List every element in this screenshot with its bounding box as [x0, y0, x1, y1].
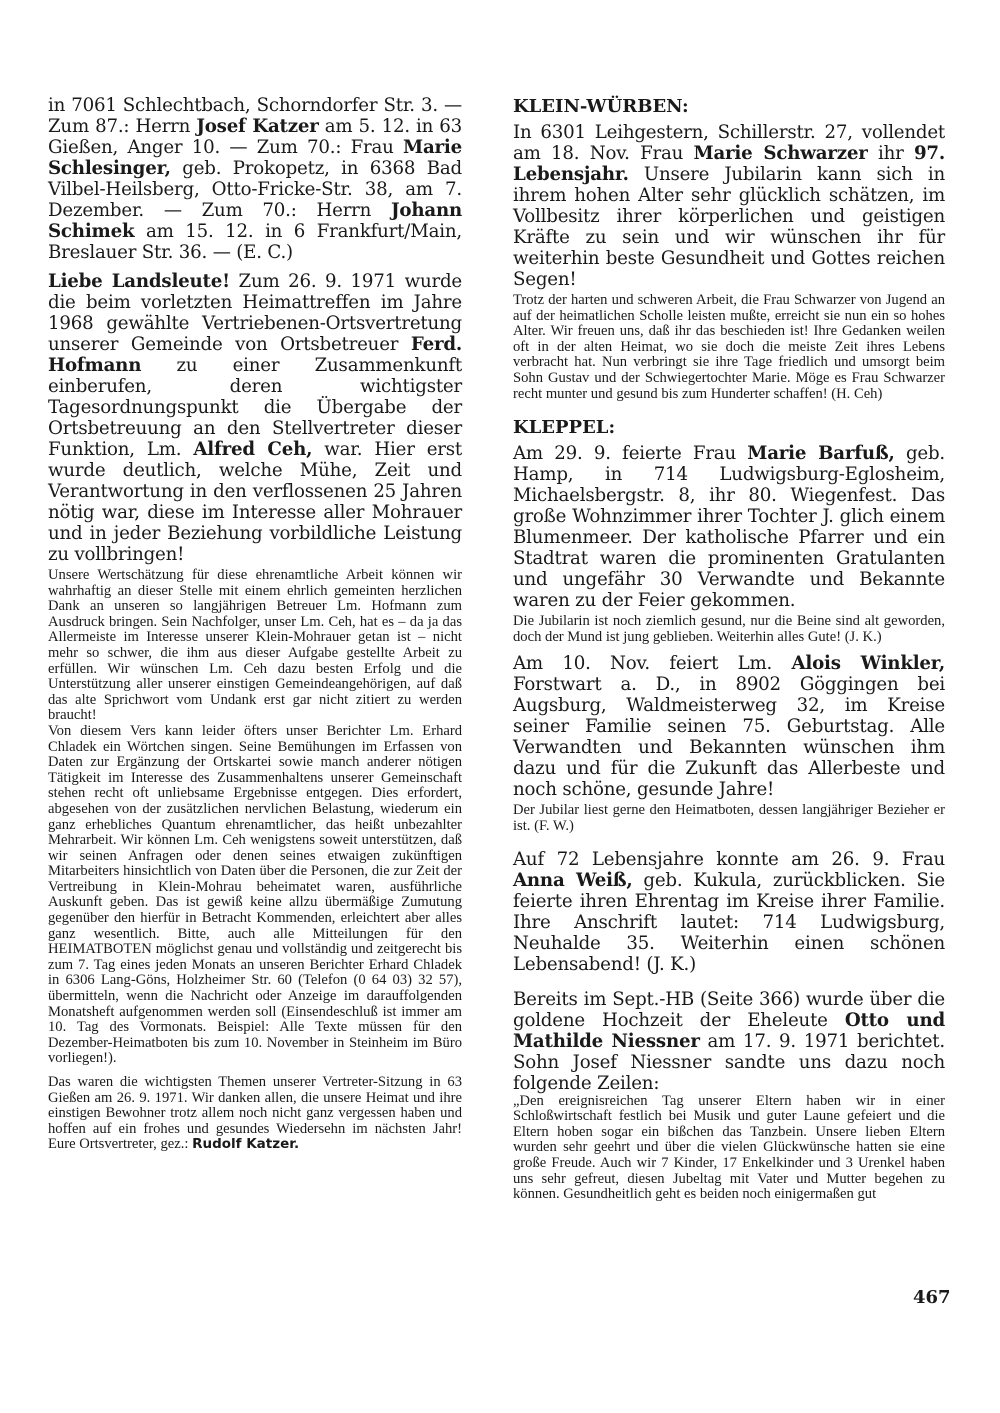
kleppel-entry-winkler: Am 10. Nov. feiert Lm. Alois Winkler, Forstwart a. D., in 8902 Göggingen bei Augsburg, Waldmeisterweg 32, im Kreise seiner Familie seinen 75. Geburtstag. Alle Verwandten und Bekannten wünschen ihm dazu und für die Zukunft das Allerbeste und noch schöne, gesunde Jahre!	[513, 653, 945, 801]
right-column	[513, 95, 945, 1203]
section-heading-klein-wuerben: KLEIN-WÜRBEN:	[513, 96, 689, 117]
person-name: Alfred Ceh,	[193, 439, 313, 460]
signature: Rudolf Katzer.	[192, 1136, 300, 1153]
page-number: 467	[913, 1287, 951, 1308]
person-name: Marie Schwarzer	[693, 143, 868, 164]
kleppel-entry-niessner-quote: „Den ereignisreichen Tag unserer Eltern haben wir in einer Schloßwirtschaft festlich bei Musik und guter Laune gefeiert und die Eltern hoben sogar ein bißchen das Tanzbein. Unsere lieben Eltern wurden sehr geehrt und über die vielen Glückwünsche hatten sie eine große Freude. Auch wir 7 Kinder, 17 Enkelkinder und 3 Urenkel haben uns sehr gefreut, diesen Jubeltag mit Vater und Mutter begehen zu können. Gesundheitlich geht es beiden noch einigermaßen gut	[513, 1092, 945, 1203]
section-heading-kleppel: KLEPPEL:	[513, 417, 616, 439]
klein-wuerben-detail-paragraph: Trotz der harten und schweren Arbeit, die Frau Schwarzer von Jugend an auf der heimatlichen Scholle leisten mußte, erreicht sie nun ein so hohes Alter. Wir freuen uns, daß ihr das beschieden ist! Ihre Gedanken weilen oft in der alten Heimat, wo sie doch die meiste Zeit ihres Lebens verbracht hat. Nun verbringt sie ihre Tage friedlich und umsorgt beim Sohn Gustav und der Schwiegertochter Marie. Möge es Frau Schwarzer recht munter und gesund bis zum Hunderter schaffen! (H. Ceh)	[513, 292, 945, 402]
birthday-list-paragraph: in 7061 Schlechtbach, Schorndorfer Str. 3. — Zum 87.: Herrn Josef Katzer am 5. 12. in 63 Gießen, Anger 10. — Zum 70.: Frau Marie Schlesinger, geb. Prokopetz, in 6368 Bad Vilbel-Heilsberg, Otto-Fricke-Str. 38, am 7. Dezember. — Zum 70.: Herrn Johann Schimek am 15. 12. in 6 Frankfurt/Main, Breslauer Str. 36. — (E. C.)	[48, 95, 463, 263]
person-name: Marie Barfuß,	[747, 443, 895, 465]
reporter-paragraph: Von diesem Vers kann leider öfters unser Berichter Lm. Erhard Chladek ein Wörtchen singen. Seine Bemühungen im Erfassen von Daten zur Ergänzung der Ortskartei sowie manch anderer nötigen Tätigkeit im Interesse des Zusammenhaltens unserer Gemeinschaft stehen recht oft unliebsame Ergebnisse entgegen. Dies erfordert, abgesehen von der zusätzlichen nervlichen Belastung, wiederum ein ganz erhebliches Quantum ehrenamtlicher, das heißt unbezahlter Mehrarbeit. Wir können Lm. Ceh wenigstens soweit unterstützen, daß wir seinen Anfragen oder denen seines etwaigen zukünftigen Mitarbeiters hinsichtlich von Daten über die Personen, die zur Zeit der Vertreibung in Klein-Mohrau beheimatet waren, ausführliche Auskunft geben. Das ist gewiß keine allzu übermäßige Zumutung gegenüber den hierfür in Betracht Kommenden, erleichtert aber alles ganz wesentlich. Bitte, auch alle Mitteilungen für den HEIMATBOTEN möglichst genau und vollständig und zeitgerecht bis zum 7. Tag eines jeden Monats an unseren Berichter Erhard Chladek in 6306 Lang-Göns, Holzheimer Str. 60 (Telefon (0 64 03) 32 57), übermitteln, wenn die Nachricht oder Anzeige im darauffolgenden Monatsheft aufgenommen werden soll (Einsendeschluß ist immer am 10. Tag des Vormonats. Beispiel: Alle Texte müssen für den Dezember-Heimatboten bis zum 10. November in Steinheim im Büro vorliegen!).	[48, 722, 462, 1067]
person-name: Anna Weiß,	[513, 869, 633, 891]
person-name: Johann Schimek	[48, 200, 462, 242]
age-highlight: 97. Lebensjahr.	[513, 143, 945, 185]
person-name: Alois Winkler,	[791, 653, 945, 675]
klein-wuerben-main-paragraph: In 6301 Leihgestern, Schillerstr. 27, vollendet am 18. Nov. Frau Marie Schwarzer ihr 97. Lebensjahr. Unsere Jubilarin kann sich in ihrem hohen Alter sehr glücklich schätzen, im Vollbesitz ihrer körperlichen und geistigen Kräfte zu sein und wir wünschen ihr für weiterhin beste Gesundheit und Gottes reichen Segen!	[513, 122, 945, 290]
kleppel-entry-niessner: Bereits im Sept.-HB (Seite 366) wurde über die goldene Hochzeit der Eheleute Otto und Mathilde Niessner am 17. 9. 1971 berichtet. Sohn Josef Niessner sandte uns dazu noch folgende Zeilen:	[513, 988, 945, 1094]
person-name: Ferd. Hofmann	[48, 334, 462, 376]
kleppel-entry-winkler-note: Der Jubilar liest gerne den Heimatboten, dessen langjähriger Bezieher er ist. (F. W.)	[513, 802, 945, 834]
appreciation-paragraph: Unsere Wertschätzung für diese ehrenamtliche Arbeit können wir wahrhaftig an dieser Stelle mit einem ehrlich gemeinten herzlichen Dank an unseren so langjährigen Betreuer Lm. Hofmann zum Ausdruck bringen. Sein Nachfolger, unser Lm. Ceh, hat es – da ja das Allermeiste im Interesse unserer Klein-Mohrauer getan ist – nicht mehr so schwer, die ihm aus dieser Aufgabe gestellte Arbeit zu erfüllen. Wir wünschen Lm. Ceh dazu besten Erfolg und die Unterstützung aller unserer einstigen Gemeindeangehörigen, auf daß das alte Sprichwort vom Undank erst gar nicht zitiert zu werden braucht!	[48, 567, 462, 724]
salutation: Liebe Landsleute!	[48, 271, 230, 292]
person-name: Otto und Mathilde Niessner	[513, 1009, 945, 1052]
kleppel-entry-weiss: Auf 72 Lebensjahre konnte am 26. 9. Frau Anna Weiß, geb. Kukula, zurückblicken. Sie feierte ihren Ehrentag im Kreise ihrer Familie. Ihre Anschrift lautet: 714 Ludwigsburg, Neuhalde 35. Weiterhin einen schönen Lebensabend! (J. K.)	[513, 848, 945, 975]
kleppel-entry-barfuss: Am 29. 9. feierte Frau Marie Barfuß, geb. Hamp, in 714 Ludwigsburg-Eglosheim, Michaelsbergstr. 8, ihr 80. Wiegenfest. Das große Wohnzimmer ihrer Tochter J. glich einem Blumenmeer. Der katholische Pfarrer und ein Stadtrat waren die prominenten Gratulanten und ungefähr 30 Verwandte und Bekannte waren zu der Feier gekommen.	[513, 443, 945, 612]
letter-paragraph: Liebe Landsleute! Zum 26. 9. 1971 wurde die beim vorletzten Heimattreffen im Jahre 1968 gewählte Vertriebenen-Ortsvertretung unserer Gemeinde von Ortsbetreuer Ferd. Hofmann zu einer Zusammenkunft einberufen, deren wichtigster Tagesordnungspunkt die Übergabe der Ortsbetreuung an den Stellvertreter dieser Funktion, Lm. Alfred Ceh, war. Hier erst wurde deutlich, welche Mühe, Zeit und Verantwortung in den verflossenen 25 Jahren nötig war, diese im Interesse aller Mohrauer und in jeder Beziehung vorbildliche Leistung zu vollbringen!	[48, 271, 462, 565]
closing-paragraph: Das waren die wichtigsten Themen unserer Vertreter-Sitzung in 63 Gießen am 26. 9. 1971. Wir danken allen, die unsere Heimat und ihre einstigen Bewohner trotz allem noch nicht ganz vergessen haben und hoffen auf ein frohes und gesundes Wiedersehn im nächsten Jahr! Eure Ortsvertreter, gez.: Rudolf Katzer.	[48, 1074, 462, 1153]
person-name: Marie Schlesinger,	[48, 137, 462, 179]
left-column	[48, 95, 462, 1153]
person-name: Josef Katzer	[196, 116, 319, 137]
kleppel-entry-barfuss-note: Die Jubilarin ist noch ziemlich gesund, nur die Beine sind alt geworden, doch der Mund ist jung geblieben. Weiterhin alles Gute! (J. K.)	[513, 613, 945, 645]
